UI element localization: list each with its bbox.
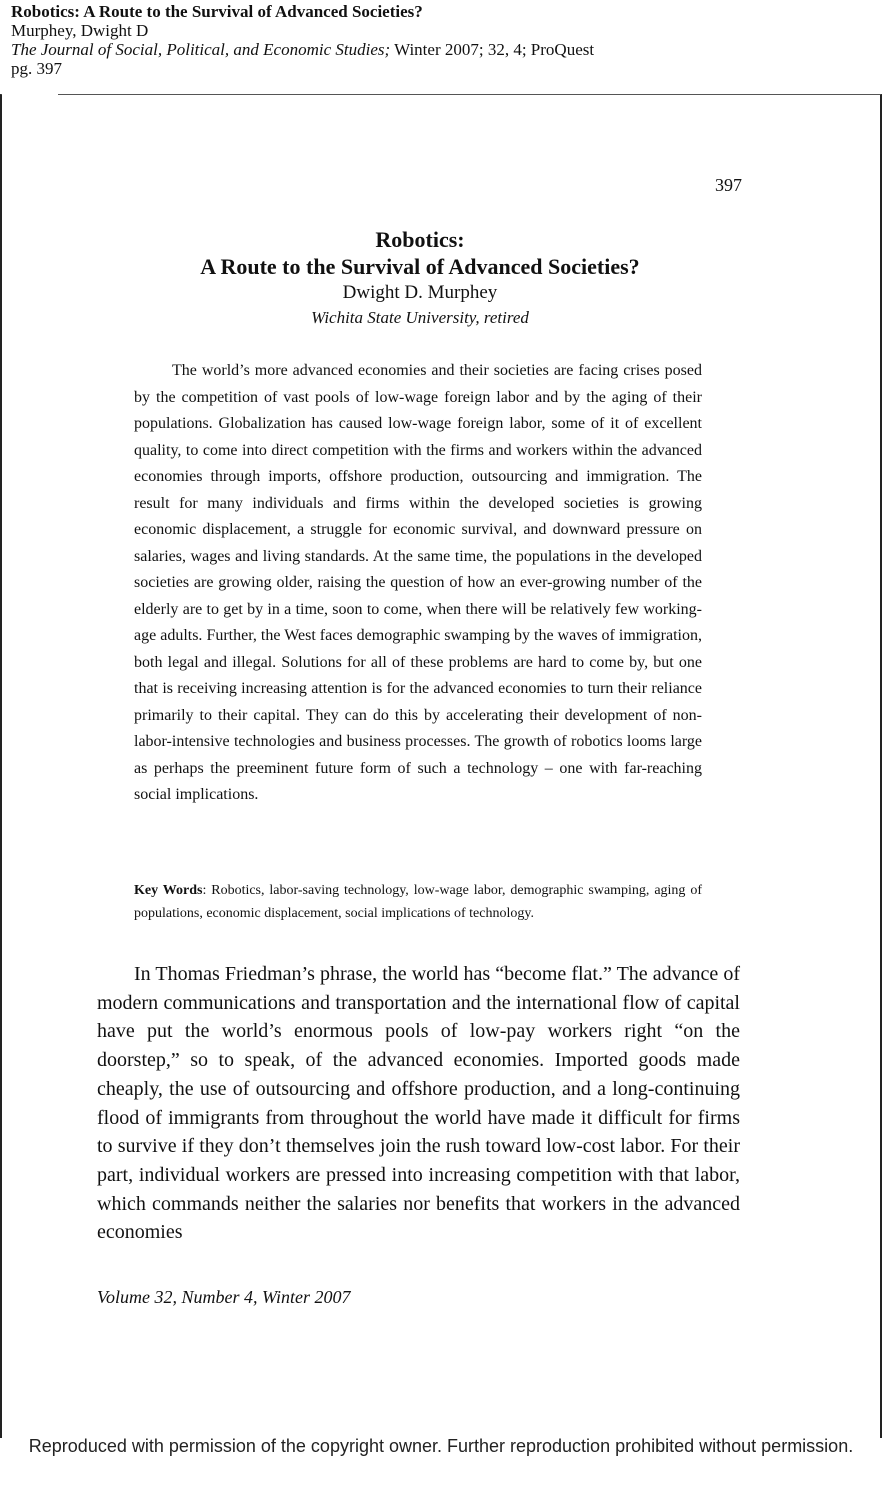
keywords xyxy=(134,880,702,925)
citation-header xyxy=(11,2,871,78)
citation-source xyxy=(11,40,871,59)
abstract-paragraph: The world’s more advanced economies and their societies are facing crises posed by the competition of vast pools of low-wage foreign labor and by the aging of their populations. Globalization has caused low-wage foreign labor, some of it of excellent quality, to come into direct competition with the firms and workers within the advanced economies through imports, offshore production, outsourcing and immigration. The result for many individuals and firms within the developed societies is growing economic displacement, a struggle for economic survival, and downward pressure on salaries, wages and living standards. At the same time, the populations in the developed societies are growing older, raising the question of how an ever-growing number of the elderly are to get by in a time, soon to come, when there will be relatively few working-age adults. Further, the West faces demographic swamping by the waves of immigration, both legal and illegal. Solutions for all of these problems are hard to come by, but one that is receiving increasing attention is for the advanced economies to turn their reliance primarily to their capital. They can do this by accelerating their development of non-labor-intensive technologies and business processes. The growth of robotics looms large as perhaps the preeminent future form of such a technology – one with far-reaching social implications. xyxy=(134,362,702,803)
article-affiliation: Wichita State University, retired xyxy=(311,308,529,327)
page-number: 397 xyxy=(715,175,742,195)
citation-journal-name: The Journal of Social, Political, and Economic Studies; xyxy=(11,40,391,59)
citation-author: Murphey, Dwight D xyxy=(11,21,149,40)
copyright-notice: Reproduced with permission of the copyright owner. Further reproduction prohibited without permission. xyxy=(28,1436,854,1456)
citation-page-ref: pg. 397 xyxy=(11,59,62,78)
citation-journal-details: Winter 2007; 32, 4; ProQuest xyxy=(390,40,595,59)
frame-gap xyxy=(2,94,58,96)
article-author: Dwight D. Murphey xyxy=(342,282,498,303)
citation-title: Robotics: A Route to the Survival of Advanced Societies? xyxy=(11,2,423,21)
article-title-line-2: A Route to the Survival of Advanced Societies? xyxy=(200,254,640,279)
article-title xyxy=(100,226,740,280)
volume-footer: Volume 32, Number 4, Winter 2007 xyxy=(97,1287,351,1307)
keywords-text: : Robotics, labor-saving technology, low-wage labor, demographic swamping, aging of populations, economic displacement, social implications of technology. xyxy=(134,883,702,921)
article-title-line-1: Robotics: xyxy=(375,227,465,252)
body-paragraph: In Thomas Friedman’s phrase, the world has “become flat.” The advance of modern communications and transportation and the international flow of capital have put the world’s enormous pools of low-pay workers right “on the doorstep,” so to speak, of the advanced economies. Imported goods made cheaply, the use of outsourcing and offshore production, and a long-continuing flood of immigrants from throughout the world have made it difficult for firms to survive if they don’t themselves join the rush toward low-cost labor. For their part, individual workers are pressed into increasing competition with that labor, which commands neither the salaries nor benefits that workers in the advanced economies xyxy=(97,963,740,1244)
keywords-label: Key Words xyxy=(134,883,203,898)
